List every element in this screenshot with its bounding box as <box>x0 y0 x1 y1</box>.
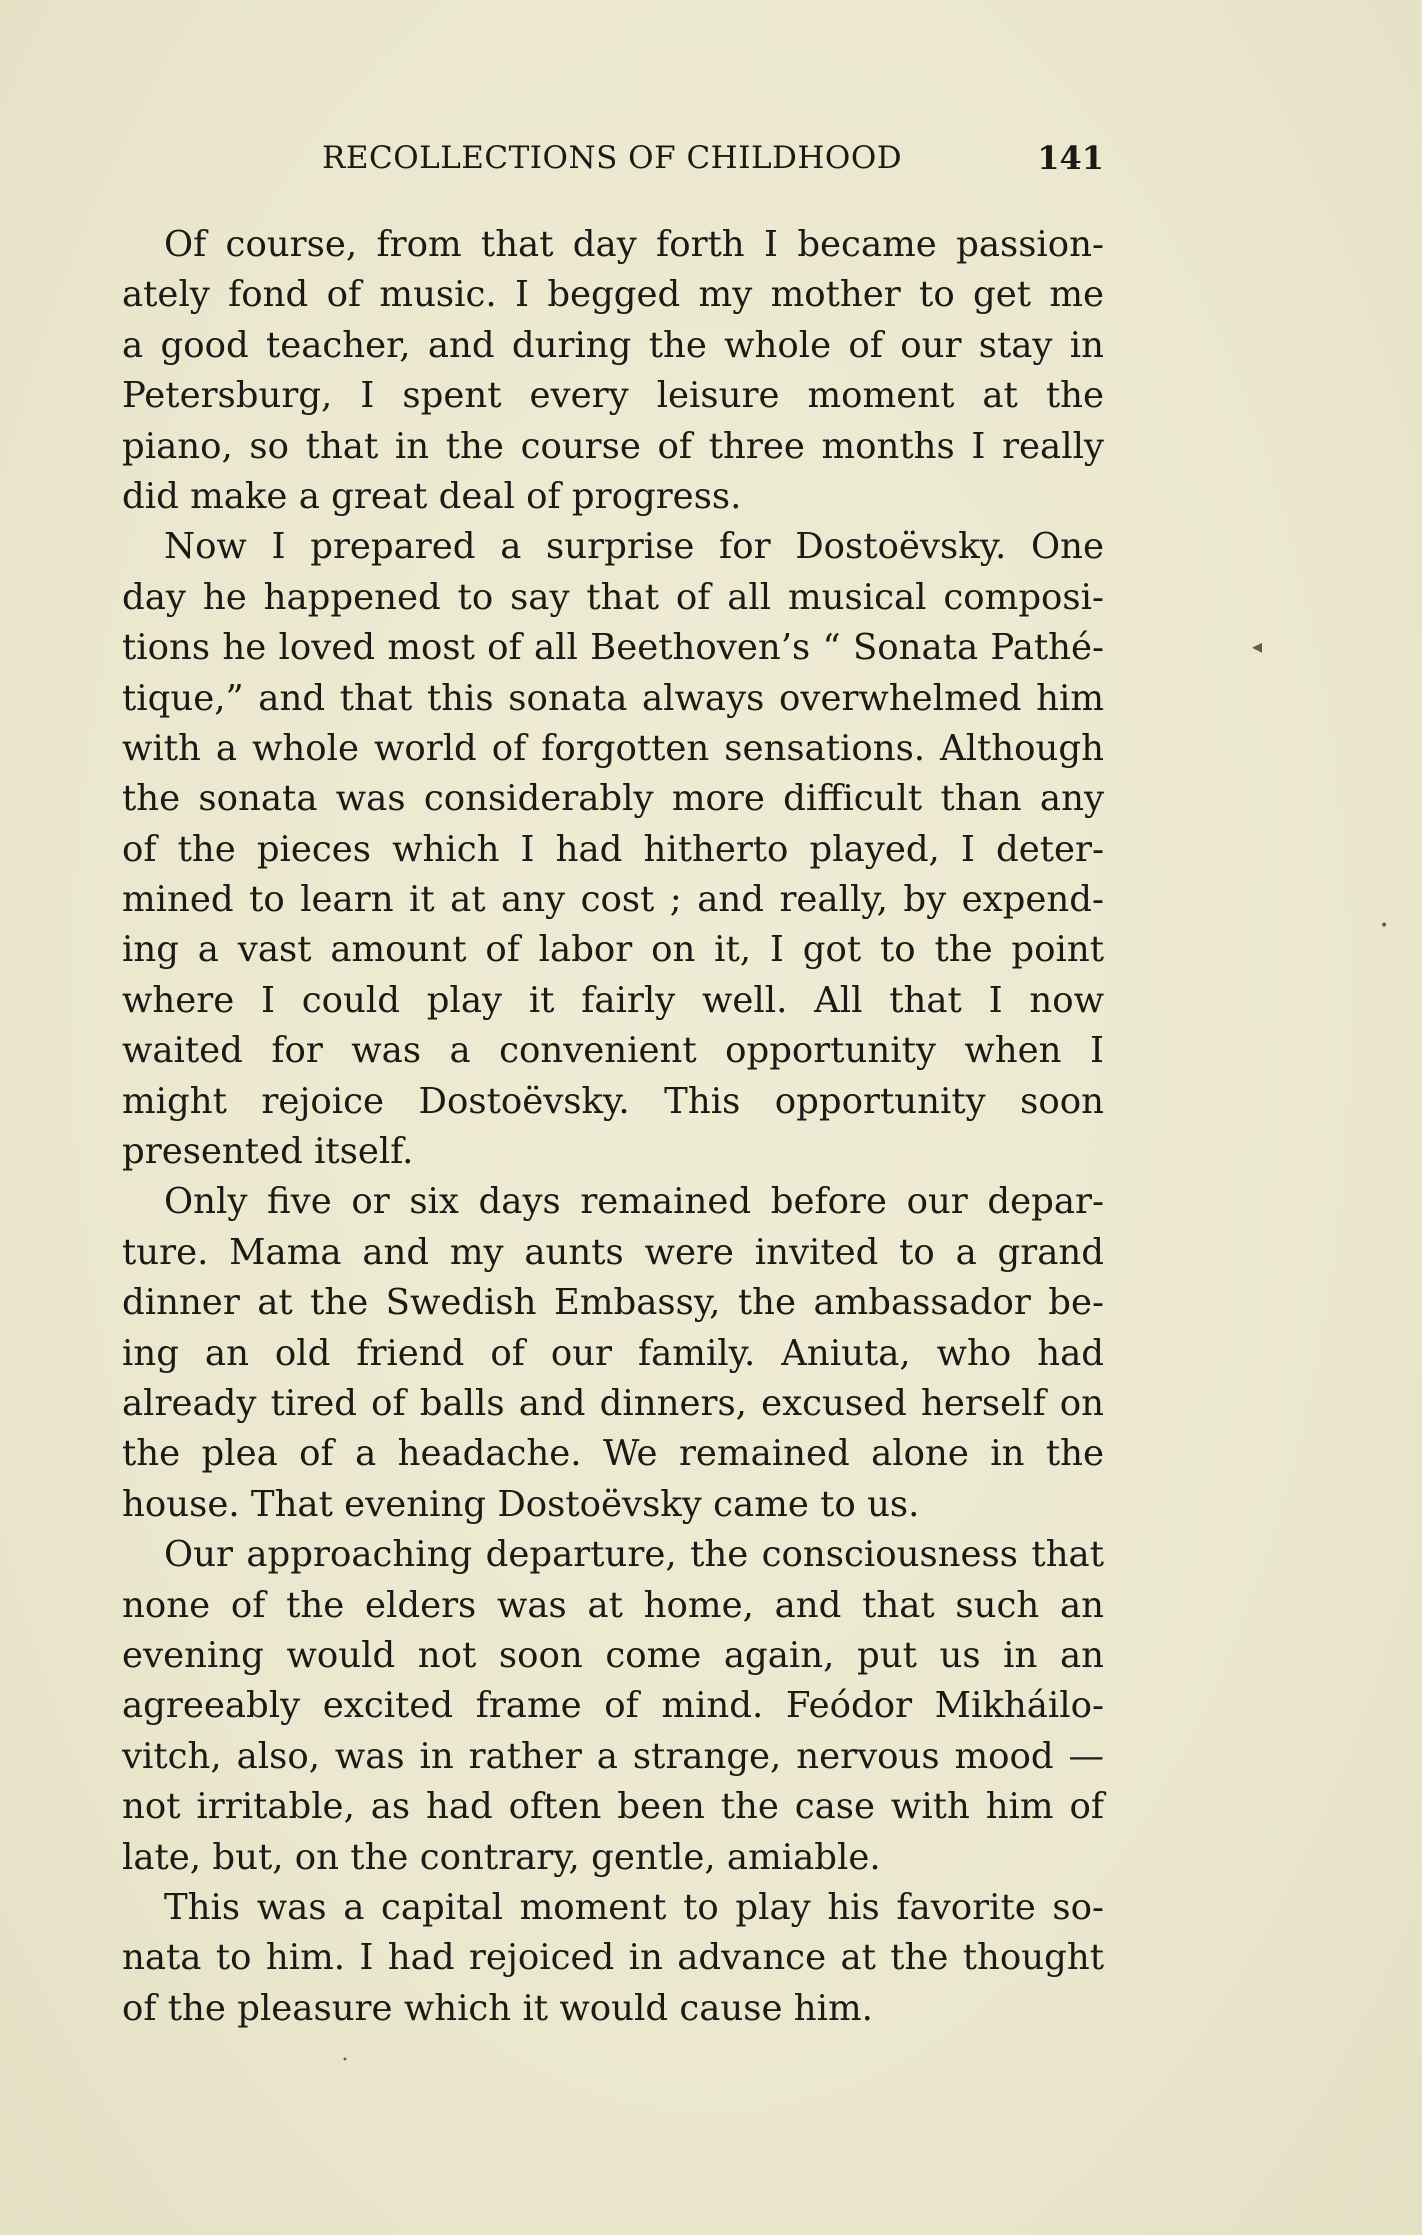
text-line: with a whole world of forgotten sensations. Although <box>122 727 1104 769</box>
text-line: Of course, from that day forth I became passion- <box>164 224 1104 265</box>
text-line: mined to learn it at any cost ; and really, by expend- <box>122 879 1104 921</box>
text-line: day he happened to say that of all musical composi- <box>122 576 1104 618</box>
text-line: dinner at the Swedish Embassy, the ambassador be- <box>122 1282 1104 1324</box>
body-text <box>122 220 1104 2034</box>
text-line: late, but, on the contrary, gentle, amiable. <box>122 1836 881 1878</box>
text-line: of the pieces which I had hitherto played, I deter- <box>122 828 1104 870</box>
text-line: a good teacher, and during the whole of our stay in <box>122 324 1104 366</box>
text-line: of the pleasure which it would cause him. <box>122 1987 873 2029</box>
page-header <box>122 138 1104 178</box>
text-line: Only five or six days remained before our depar- <box>164 1181 1104 1223</box>
text-line: the plea of a headache. We remained alone in the <box>122 1433 1104 1475</box>
text-line: already tired of balls and dinners, excused herself on <box>122 1382 1104 1424</box>
text-line: nata to him. I had rejoiced in advance at the thought <box>122 1937 1104 1979</box>
text-line: ing an old friend of our family. Aniuta, who had <box>122 1332 1104 1374</box>
text-line: ately fond of music. I begged my mother to get me <box>122 274 1104 316</box>
margin-speck: • <box>342 2055 348 2066</box>
text-line: Petersburg, I spent every leisure moment at the <box>122 375 1104 417</box>
text-line: Now I prepared a surprise for Dostoëvsky. One <box>164 526 1104 568</box>
text-line: house. That evening Dostoëvsky came to us. <box>122 1483 920 1525</box>
text-line: ture. Mama and my aunts were invited to a grand <box>122 1231 1104 1273</box>
text-line: waited for was a convenient opportunity when I <box>122 1030 1104 1072</box>
margin-speck: • <box>1380 918 1389 934</box>
text-line: piano, so that in the course of three months I really <box>122 425 1104 467</box>
text-line: might rejoice Dostoëvsky. This opportunity soon <box>122 1080 1104 1122</box>
text-line: the sonata was considerably more difficult than any <box>122 778 1104 820</box>
text-line: evening would not soon come again, put us in an <box>122 1634 1104 1676</box>
margin-speck: ◂ <box>1252 634 1263 658</box>
text-line: Our approaching departure, the consciousness that <box>164 1534 1104 1576</box>
text-line: did make a great deal of progress. <box>122 475 742 517</box>
text-line: tions he loved most of all Beethoven’s “ Sonata Pathé- <box>122 627 1104 669</box>
text-line: where I could play it fairly well. All that I now <box>122 979 1104 1021</box>
text-line: none of the elders was at home, and that such an <box>122 1584 1104 1626</box>
running-title: RECOLLECTIONS OF CHILDHOOD <box>322 140 903 176</box>
text-line: ing a vast amount of labor on it, I got to the point <box>122 929 1104 971</box>
text-line: vitch, also, was in rather a strange, nervous mood — <box>122 1735 1104 1777</box>
text-line: tique,” and that this sonata always overwhelmed him <box>122 677 1104 719</box>
page-number: 141 <box>1037 139 1104 177</box>
text-line: not irritable, as had often been the case with him of <box>122 1786 1104 1828</box>
text-line: presented itself. <box>122 1131 414 1173</box>
text-line: This was a capital moment to play his favorite so- <box>164 1886 1104 1928</box>
text-line: agreeably excited frame of mind. Feódor Mikháilo- <box>122 1685 1104 1727</box>
